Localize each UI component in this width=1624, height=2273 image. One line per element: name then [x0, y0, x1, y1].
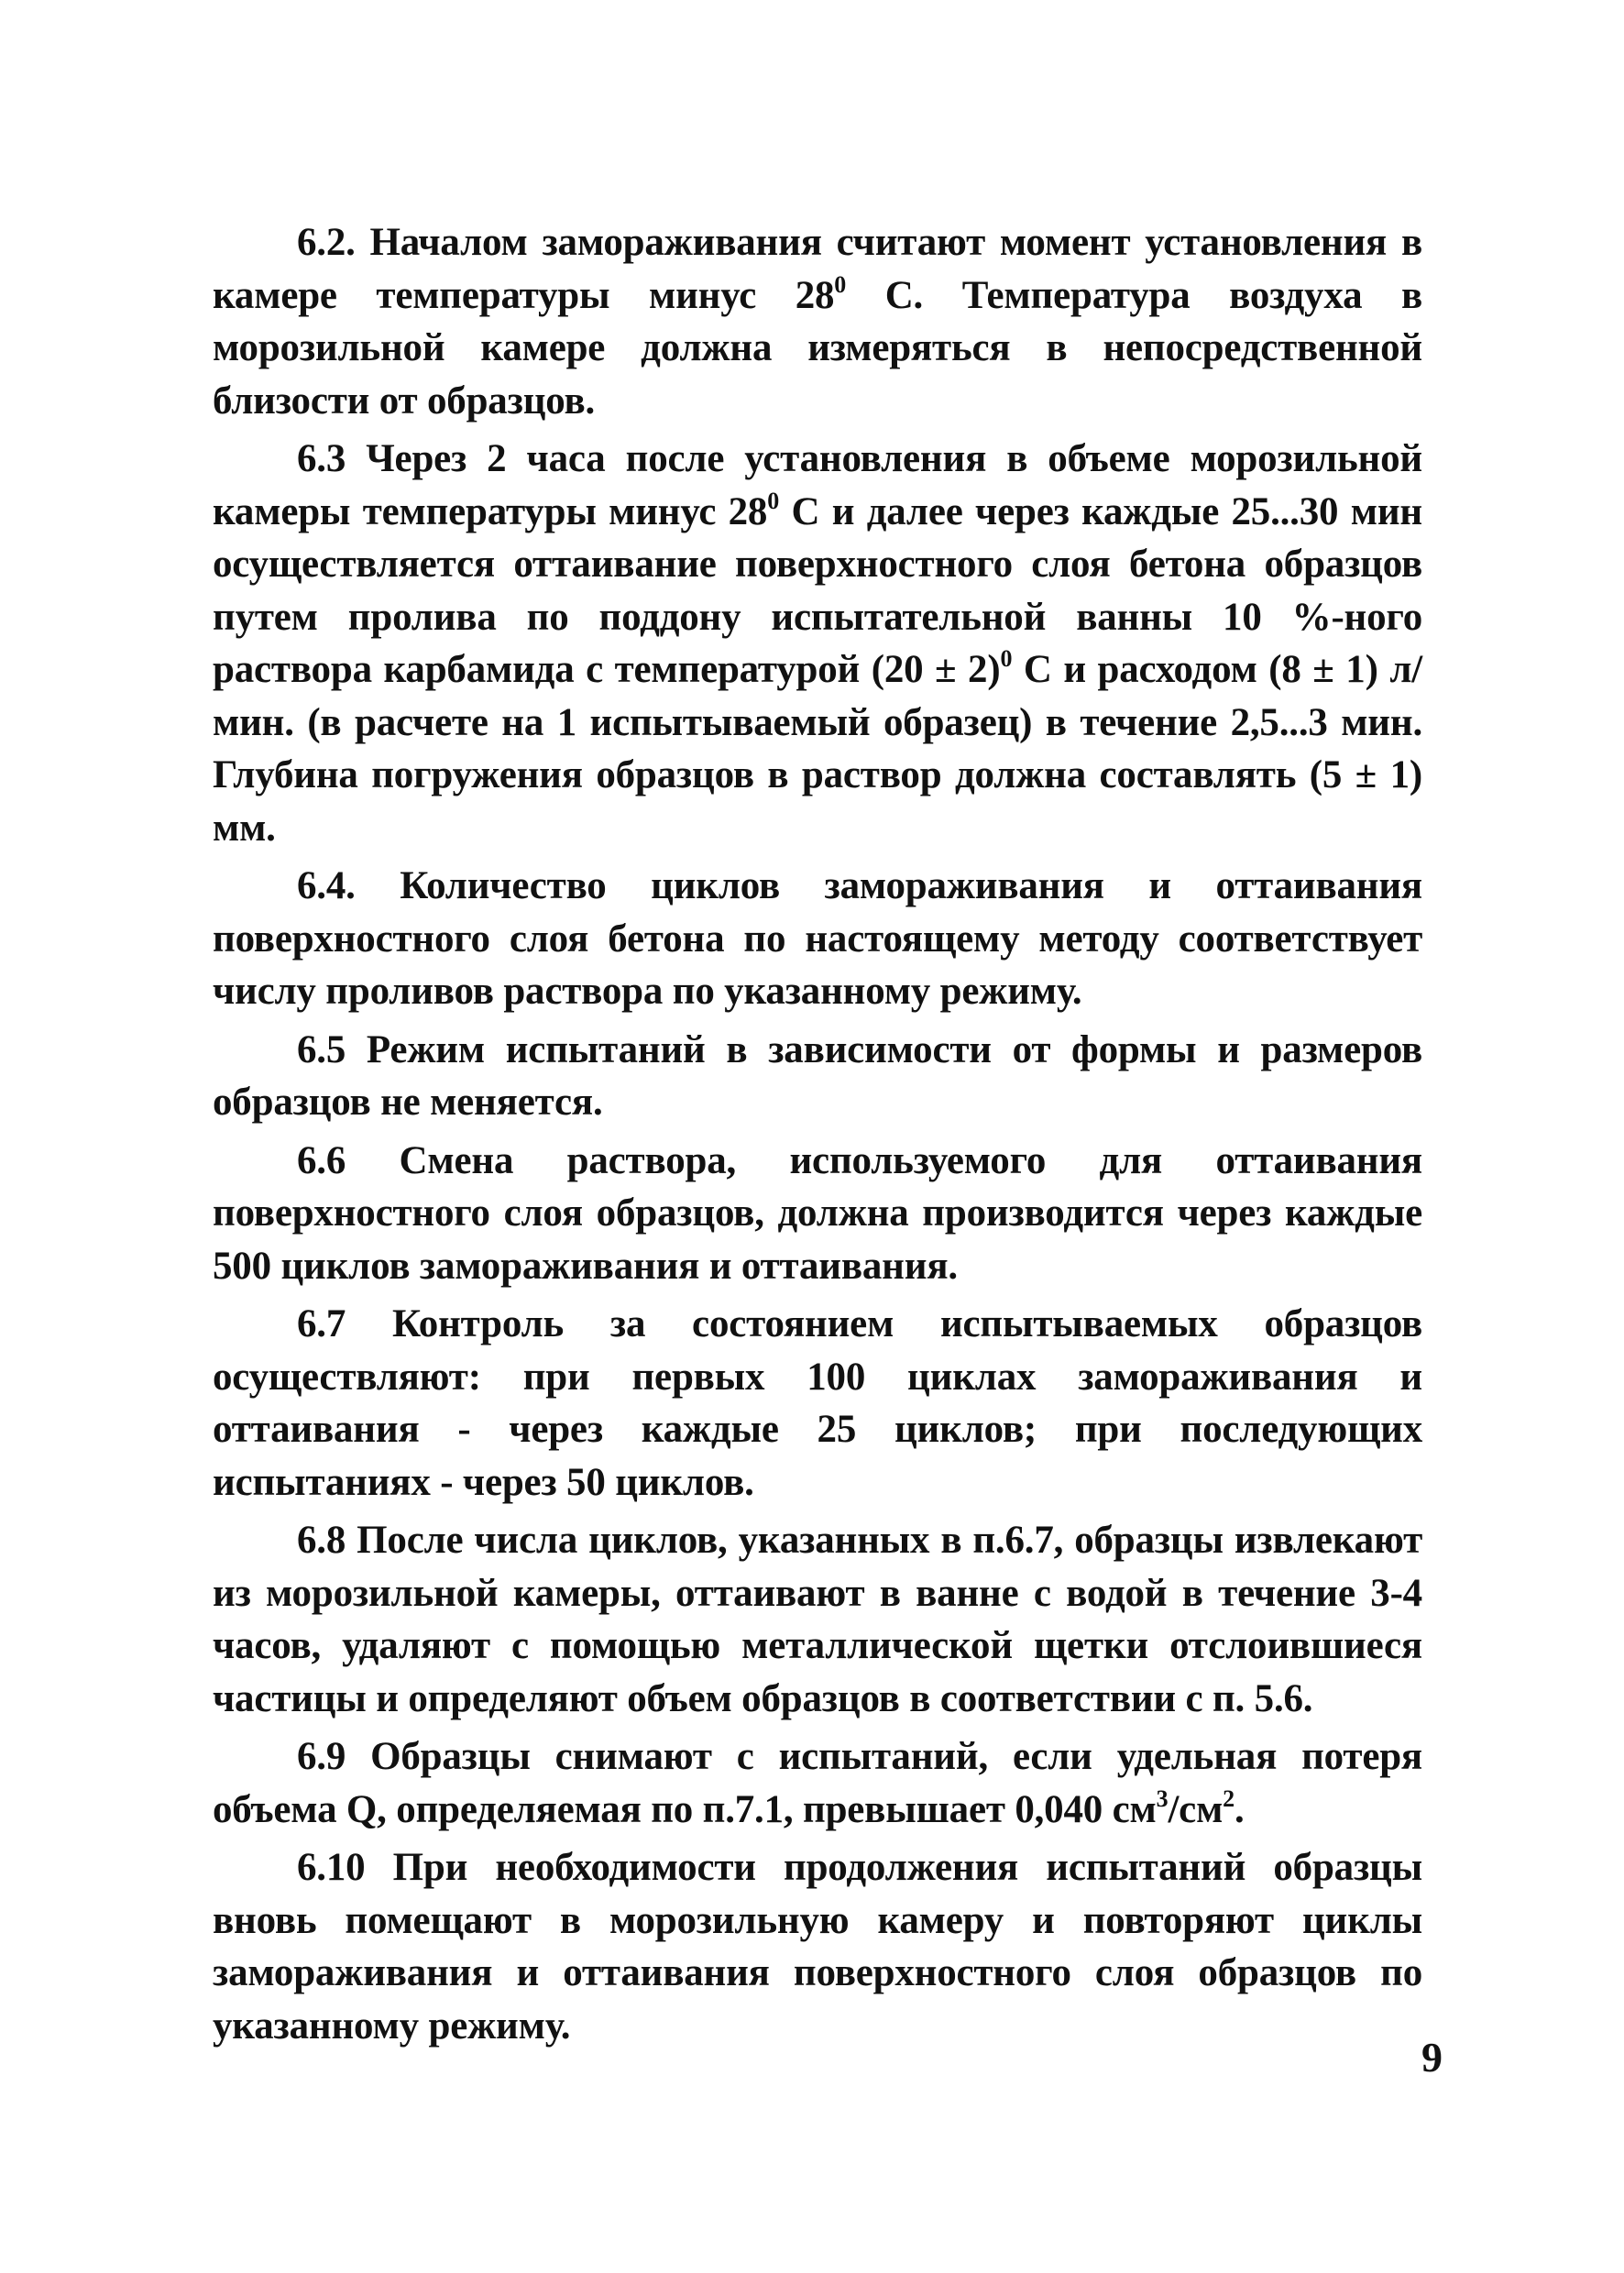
paragraph-6-3-text-b: С и далее через каждые 25...30 мин осуществляется оттаивание поверхностного слоя бетона образцов путем пролива по поддону испытательной ванны 10 %-ного раствора карбамида с температурой (20 ± 2) — [213, 489, 1422, 691]
paragraph-6-9-text-b: /см — [1168, 1787, 1223, 1831]
paragraph-6-9-text-a: 6.9 Образцы снимают с испытаний, если удельная потеря объема Q, определяемая по п.7.1, превышает 0,040 см — [213, 1735, 1422, 1831]
degree-superscript: 0 — [1000, 645, 1013, 672]
paragraph-6-2 — [213, 216, 1422, 427]
square-superscript: 2 — [1223, 1784, 1234, 1812]
degree-superscript: 0 — [834, 270, 847, 298]
paragraph-6-3-text-a: 6.3 Через 2 часа после установления в объеме морозильной камеры температуры минус 28 — [213, 437, 1422, 533]
paragraph-6-9 — [213, 1730, 1422, 1836]
paragraph-6-6: 6.6 Смена раствора, используемого для оттаивания поверхностного слоя образцов, должна производится через каждые 500 циклов замораживания и оттаивания. — [213, 1138, 1422, 1288]
paragraph-6-9-text-c: . — [1234, 1787, 1245, 1831]
paragraph-6-8: 6.8 После числа циклов, указанных в п.6.7, образцы извлекают из морозильной камеры, оттаивают в ванне с водой в течение 3-4 часов, удаляют с помощью металлической щетки отслоившиеся частицы и определяют объем образцов в соответствии с п. 5.6. — [213, 1519, 1422, 1720]
paragraph-6-2-text-a: 6.2. Началом замораживания считают момент установления в камере температуры минус 28 — [213, 221, 1422, 317]
document-body — [213, 216, 1422, 2058]
page-number: 9 — [1421, 2034, 1443, 2081]
paragraph-6-7: 6.7 Контроль за состоянием испытываемых образцов осуществляют: при первых 100 циклах замораживания и оттаивания - через каждые 25 циклов; при последующих испытаниях - через 50 циклов. — [213, 1302, 1422, 1504]
paragraph-6-10: 6.10 При необходимости продолжения испытаний образцы вновь помещают в морозильную камеру и повторяют циклы замораживания и оттаивания поверхностного слоя образцов по указанному режиму. — [213, 1846, 1422, 2048]
cubic-superscript: 3 — [1156, 1784, 1169, 1812]
paragraph-6-3-text-c: С и расходом (8 ± 1) л/мин. (в расчете на 1 испытываемый образец) в течение 2,5...3 мин. Глубина погружения образцов в раствор должна составлять (5 ± 1) мм. — [213, 648, 1422, 850]
degree-superscript: 0 — [767, 487, 780, 514]
paragraph-6-4: 6.4. Количество циклов замораживания и оттаивания поверхностного слоя бетона по настоящему методу соответствует числу проливов раствора по указанному режиму. — [213, 864, 1422, 1013]
paragraph-6-5: 6.5 Режим испытаний в зависимости от формы и размеров образцов не меняется. — [213, 1027, 1422, 1124]
paragraph-6-2-text-b: С. Температура воздуха в морозильной камере должна измеряться в непосредственной близости от образцов. — [213, 273, 1422, 423]
paragraph-6-3 — [213, 433, 1422, 854]
